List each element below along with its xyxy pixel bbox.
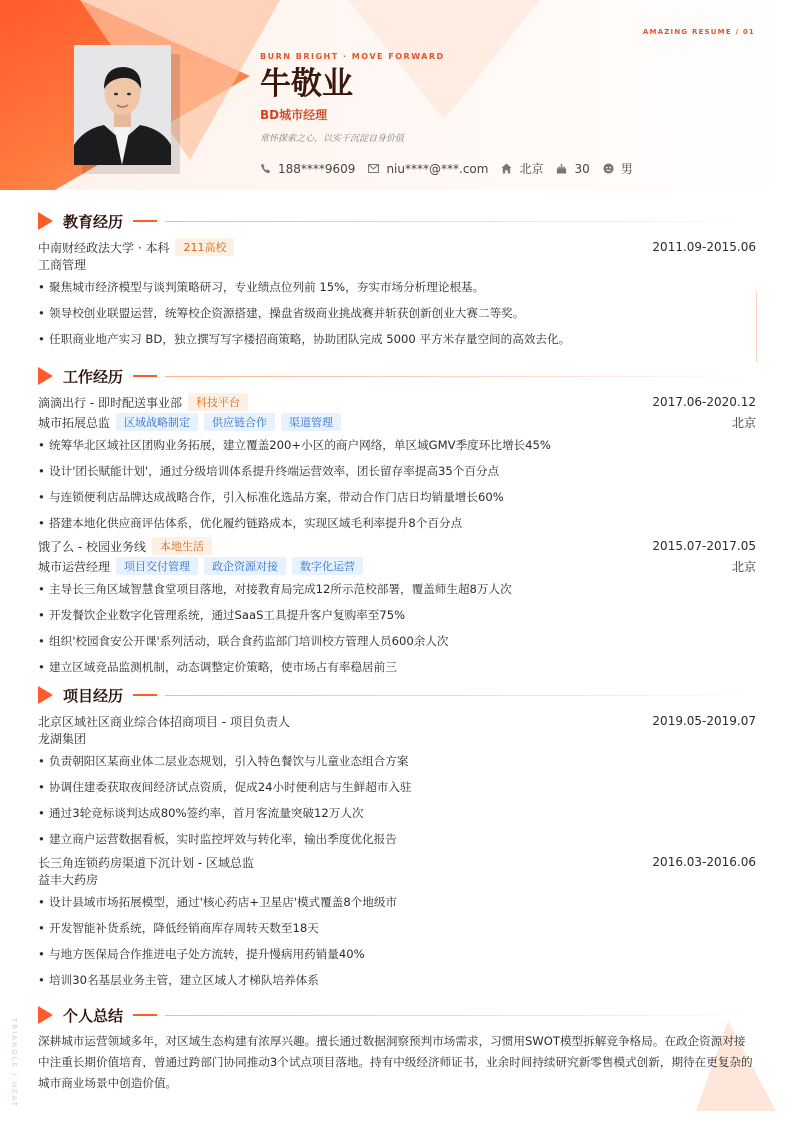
list-item: • 领导校创业联盟运营，统筹校企资源搭建，操盘省级商业挑战赛并斩获创新创业大赛二等奖。 [38, 300, 756, 326]
skill-tag: 供应链合作 [204, 413, 275, 431]
list-item: • 开发餐饮企业数字化管理系统，通过SaaS工具提升客户复购率至75% [38, 602, 756, 628]
triangle-icon [38, 686, 53, 704]
skill-tag: 区域战略制定 [116, 413, 198, 431]
list-item: • 通过3轮竞标谈判达成80%签约率，首月客流量突破12万人次 [38, 800, 756, 826]
work-section [38, 366, 756, 680]
candidate-name: 牛敬业 [260, 66, 353, 102]
header-info [260, 52, 646, 177]
project-row [38, 852, 756, 872]
project-org: 益丰大药房 [38, 873, 99, 887]
company-name: 饿了么 - 校园业务线 [38, 539, 146, 554]
skill-tag: 数字化运营 [292, 557, 363, 575]
section-title: 项目经历 [63, 686, 124, 705]
project-bullets [38, 748, 756, 852]
project-period: 2019.05-2019.07 [652, 714, 756, 728]
contact-email-text: niu****@***.com [386, 161, 489, 176]
slogan: BURN BRIGHT · MOVE FORWARD [260, 52, 445, 61]
school-tag: 211高校 [175, 238, 234, 256]
list-item: • 统筹华北区域社区团购业务拓展，建立覆盖200+小区的商户网络，单区域GMV季度环比增长45% [38, 432, 756, 458]
education-period: 2011.09-2015.06 [652, 240, 756, 254]
job-row [38, 392, 756, 412]
company-tag: 本地生活 [152, 537, 212, 555]
list-item: • 与地方医保局合作推进电子处方流转，提升慢病用药销量40% [38, 941, 756, 967]
section-rule [165, 695, 756, 696]
role-row [38, 412, 756, 432]
summary-text: 深耕城市运营领域多年，对区域生态构建有浓厚兴趣。擅长通过数据洞察预判市场需求，习惯用SWOT模型拆解竞争格局。在政企资源对接中注重长期价值培育，曾通过跨部门协同推动3个试点项目落地。持有中级经济师证书，业余时间持续研究新零售模式创新，期待在更复杂的城市商业场景中创造价值。 [38, 1034, 753, 1090]
company-name: 滴滴出行 - 即时配送事业部 [38, 395, 182, 410]
education-row [38, 237, 756, 257]
section-header [38, 685, 756, 705]
job-bullets [38, 432, 756, 536]
job-bullets [38, 576, 756, 680]
section-title: 个人总结 [63, 1006, 124, 1025]
list-item: • 培训30名基层业务主管，建立区域人才梯队培养体系 [38, 967, 756, 993]
list-item: • 负责朝阳区某商业体二层业态规划，引入特色餐饮与儿童业态组合方案 [38, 748, 756, 774]
list-item: • 聚焦城市经济模型与谈判策略研习，专业绩点位列前 15%，夯实市场分析理论根基。 [38, 274, 756, 300]
section-rule [165, 221, 756, 222]
triangle-icon [38, 1006, 53, 1024]
list-item: • 组织'校园食安公开课'系列活动，联合食药监部门培训校方管理人员600余人次 [38, 628, 756, 654]
cake-icon [556, 163, 567, 174]
side-rule-decoration [756, 292, 757, 362]
list-item: • 搭建本地化供应商评估体系，优化履约链路成本，实现区域毛利率提升8个百分点 [38, 510, 756, 536]
job-period: 2017.06-2020.12 [652, 395, 756, 409]
phone-icon [260, 163, 271, 174]
job-location: 北京 [731, 415, 756, 430]
job-title: BD城市经理 [260, 108, 328, 122]
project-period: 2016.03-2016.06 [652, 855, 756, 869]
list-item: • 设计'团长赋能计划'，通过分级培训体系提升终端运营效率，团长留存率提高35个百分点 [38, 458, 756, 484]
list-item: • 主导长三角区域智慧食堂项目落地，对接教育局完成12所示范校部署，覆盖师生超8万人次 [38, 576, 756, 602]
home-icon [501, 163, 512, 174]
contact-gender [603, 160, 633, 177]
section-dash [133, 1014, 157, 1016]
contact-gender-text: 男 [620, 162, 633, 176]
contact-city-text: 北京 [519, 162, 544, 176]
section-header [38, 1005, 756, 1025]
corner-tag: AMAZING RESUME / 01 [642, 28, 755, 36]
list-item: • 协调住建委获取夜间经济试点资质，促成24小时便利店与生鲜超市入驻 [38, 774, 756, 800]
skill-tag: 项目交付管理 [116, 557, 198, 575]
section-dash [133, 220, 157, 222]
section-title: 教育经历 [63, 212, 124, 231]
triangle-icon [38, 212, 53, 230]
job-row [38, 536, 756, 556]
summary-section [38, 1005, 756, 1094]
section-header [38, 211, 756, 231]
role-row [38, 556, 756, 576]
section-rule [165, 376, 756, 377]
gender-icon [603, 163, 614, 174]
avatar [74, 45, 171, 165]
list-item: • 任职商业地产实习 BD，独立撰写写字楼招商策略，协助团队完成 5000 平方米存量空间的高效去化。 [38, 326, 756, 352]
contact-age [556, 162, 589, 176]
triangle-icon [38, 367, 53, 385]
company-tag: 科技平台 [188, 393, 248, 411]
section-rule [165, 1015, 756, 1016]
side-vertical-text: TRIANGLE / HEAT [10, 1018, 18, 1108]
role-title: 城市运营经理 [38, 559, 111, 574]
list-item: • 开发智能补货系统，降低经销商库存周转天数至18天 [38, 915, 756, 941]
project-org: 龙湖集团 [38, 732, 87, 746]
school-name: 中南财经政法大学 · 本科 [38, 240, 170, 255]
contact-bar [260, 160, 646, 177]
role-title: 城市拓展总监 [38, 415, 111, 430]
project-bullets [38, 889, 756, 993]
job-period: 2015.07-2017.05 [652, 539, 756, 553]
project-row [38, 711, 756, 731]
mail-icon [368, 164, 379, 173]
list-item: • 建立商户运营数据看板，实时监控坪效与转化率，输出季度优化报告 [38, 826, 756, 852]
project-name: 北京区域社区商业综合体招商项目 - 项目负责人 [38, 714, 290, 729]
section-dash [133, 694, 157, 696]
section-header [38, 366, 756, 386]
contact-email [368, 162, 488, 176]
job-location: 北京 [731, 559, 756, 574]
major: 工商管理 [38, 258, 87, 272]
list-item: • 建立区域竞品监测机制，动态调整定价策略，使市场占有率稳居前三 [38, 654, 756, 680]
skill-tag: 渠道管理 [281, 413, 341, 431]
contact-age-text: 30 [574, 161, 590, 176]
section-dash [133, 375, 157, 377]
motto: 常怀探索之心，以实干沉淀自身价值 [260, 134, 405, 144]
skill-tag: 政企资源对接 [204, 557, 286, 575]
education-bullets [38, 274, 756, 352]
profile-photo [74, 45, 171, 165]
projects-section [38, 685, 756, 993]
list-item: • 设计县域市场拓展模型，通过'核心药店+卫星店'模式覆盖8个地级市 [38, 889, 756, 915]
contact-phone [260, 162, 355, 176]
contact-phone-text: 188****9609 [278, 161, 356, 176]
contact-city [501, 160, 543, 177]
list-item: • 与连锁便利店品牌达成战略合作，引入标准化选品方案，带动合作门店日均销量增长60% [38, 484, 756, 510]
project-name: 长三角连锁药房渠道下沉计划 - 区域总监 [38, 855, 254, 870]
section-title: 工作经历 [63, 367, 124, 386]
education-section [38, 211, 756, 352]
